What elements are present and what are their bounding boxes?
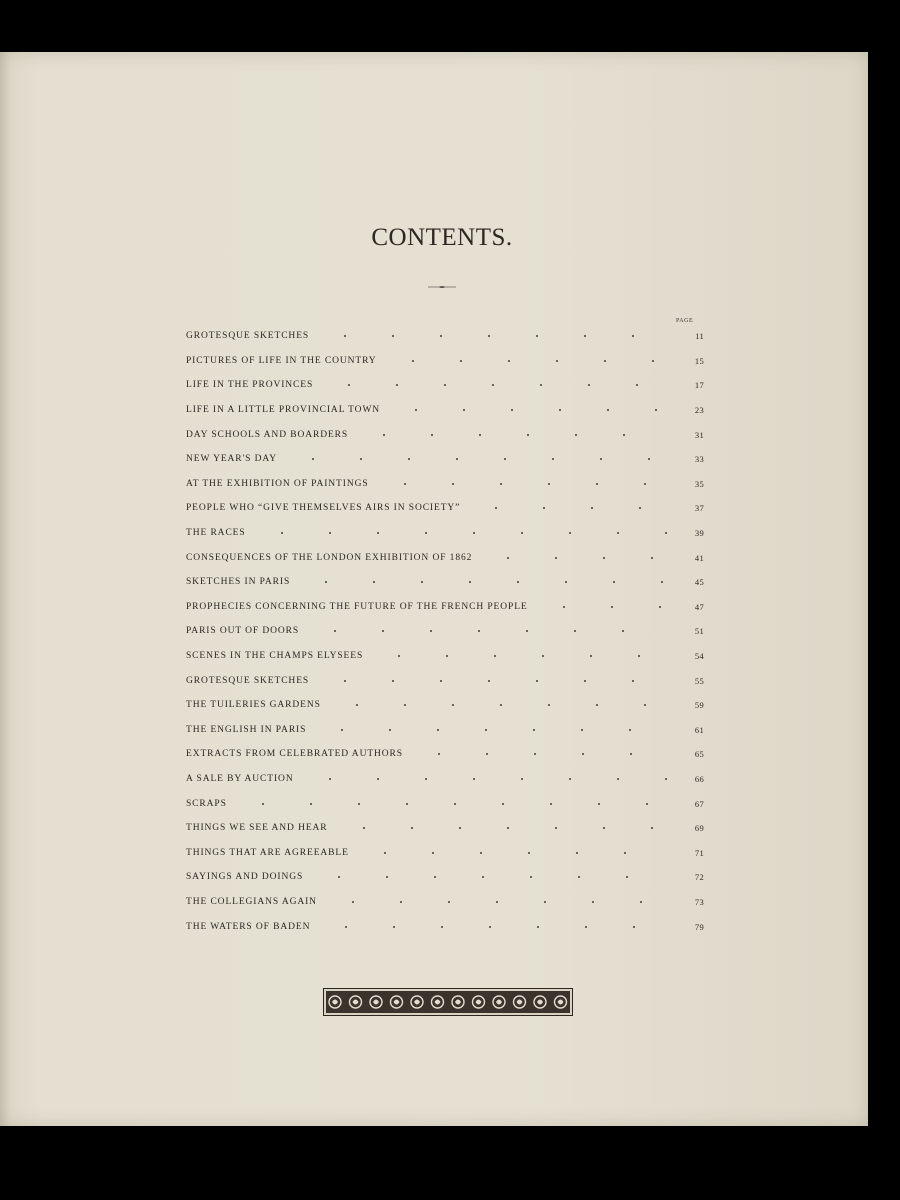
contents-entry xyxy=(186,472,704,497)
contents-entry xyxy=(186,865,704,890)
entry-page-number: 67 xyxy=(694,798,704,809)
entry-page-number: 66 xyxy=(694,773,704,784)
entry-title: THE ENGLISH IN PARIS xyxy=(186,724,307,735)
contents-entry xyxy=(186,373,704,398)
dot-leader xyxy=(381,483,668,485)
dot-leader xyxy=(289,458,668,460)
dot-leader xyxy=(322,926,668,928)
entry-page-number: 65 xyxy=(694,749,704,760)
dot-leader xyxy=(306,778,668,780)
dot-leader xyxy=(375,655,668,657)
contents-entry xyxy=(186,718,704,743)
dot-leader xyxy=(321,335,668,337)
entry-title: A SALE BY AUCTION xyxy=(186,773,294,784)
dot-leader xyxy=(318,729,668,731)
dot-leader xyxy=(392,409,668,411)
entry-title: SCRAPS xyxy=(186,798,227,809)
entry-page-number: 45 xyxy=(694,577,704,588)
entry-title: THE RACES xyxy=(186,528,246,539)
entry-page-number: 79 xyxy=(694,921,704,932)
entry-page-number: 59 xyxy=(694,700,704,711)
contents-entry xyxy=(186,398,704,423)
dot-leader xyxy=(389,360,668,362)
entry-page-number: 61 xyxy=(694,724,704,735)
entry-title: SKETCHES IN PARIS xyxy=(186,577,291,588)
entry-title: PROPHECIES CONCERNING THE FUTURE OF THE FRENCH PEOPLE xyxy=(186,601,528,612)
contents-entry xyxy=(186,447,704,472)
contents-entry xyxy=(186,595,704,620)
contents-entry xyxy=(186,742,704,767)
entry-title: PICTURES OF LIFE IN THE COUNTRY xyxy=(186,355,377,366)
entry-title: THE COLLEGIANS AGAIN xyxy=(186,896,317,907)
entry-title: EXTRACTS FROM CELEBRATED AUTHORS xyxy=(186,749,403,760)
page-title: CONTENTS. xyxy=(371,224,513,251)
dot-leader xyxy=(302,581,668,583)
entry-page-number: 39 xyxy=(694,528,704,539)
contents-entry xyxy=(186,791,704,816)
entry-page-number: 71 xyxy=(694,847,704,858)
contents-entry xyxy=(186,840,704,865)
entry-page-number: 55 xyxy=(694,675,704,686)
entry-title: NEW YEAR'S DAY xyxy=(186,454,278,465)
entry-page-number: 73 xyxy=(694,896,704,907)
contents-entry xyxy=(186,570,704,595)
entry-title: GROTESQUE SKETCHES xyxy=(186,675,310,686)
entry-page-number: 51 xyxy=(694,626,704,637)
dot-leader xyxy=(361,852,668,854)
entry-title: DAY SCHOOLS AND BOARDERS xyxy=(186,429,349,440)
entry-title: SAYINGS AND DOINGS xyxy=(186,872,304,883)
entry-title: PARIS OUT OF DOORS xyxy=(186,626,300,637)
entry-title: PEOPLE WHO “GIVE THEMSELVES AIRS IN SOCIETY” xyxy=(186,503,461,514)
dot-leader xyxy=(311,630,668,632)
contents-entry xyxy=(186,644,704,669)
entry-page-number: 47 xyxy=(694,601,704,612)
entry-page-number: 72 xyxy=(694,872,704,883)
dot-leader xyxy=(329,901,668,903)
dot-leader xyxy=(321,680,668,682)
entry-page-number: 15 xyxy=(694,355,704,366)
entry-title: LIFE IN A LITTLE PROVINCIAL TOWN xyxy=(186,405,381,416)
dot-leader xyxy=(315,876,668,878)
book-page xyxy=(0,52,868,1126)
entry-page-number: 33 xyxy=(694,454,704,465)
contents-entry xyxy=(186,349,704,374)
entry-page-number: 11 xyxy=(695,331,704,342)
entry-page-number: 69 xyxy=(694,823,704,834)
dot-leader xyxy=(472,507,668,509)
contents-entry xyxy=(186,496,704,521)
contents-entry xyxy=(186,422,704,447)
dot-leader xyxy=(239,803,668,805)
entry-page-number: 35 xyxy=(694,478,704,489)
entry-title: SCENES IN THE CHAMPS ELYSEES xyxy=(186,651,364,662)
contents-entry xyxy=(186,324,704,349)
floral-tailpiece-icon xyxy=(323,988,573,1016)
entry-page-number: 54 xyxy=(694,651,704,662)
contents-entry xyxy=(186,619,704,644)
dot-leader xyxy=(258,532,668,534)
page-column-label: PAGE xyxy=(676,318,694,324)
entry-title: THE WATERS OF BADEN xyxy=(186,921,311,932)
entry-page-number: 41 xyxy=(694,552,704,563)
dot-leader xyxy=(484,557,668,559)
dot-leader xyxy=(540,606,668,608)
dot-leader xyxy=(360,434,668,436)
dot-leader xyxy=(333,704,668,706)
contents-entry xyxy=(186,890,704,915)
entry-title: GROTESQUE SKETCHES xyxy=(186,331,310,342)
contents-entry xyxy=(186,767,704,792)
contents-entry xyxy=(186,545,704,570)
entry-title: THINGS THAT ARE AGREEABLE xyxy=(186,847,349,858)
dot-leader xyxy=(325,384,668,386)
dot-leader xyxy=(340,827,668,829)
entry-title: THINGS WE SEE AND HEAR xyxy=(186,823,328,834)
contents-entry xyxy=(186,521,704,546)
contents-entry xyxy=(186,816,704,841)
entry-page-number: 37 xyxy=(694,503,704,514)
dot-leader xyxy=(415,753,668,755)
contents-entry xyxy=(186,693,704,718)
entry-page-number: 31 xyxy=(694,429,704,440)
contents-entry xyxy=(186,668,704,693)
ornament-rule-icon xyxy=(428,286,456,288)
entry-title: AT THE EXHIBITION OF PAINTINGS xyxy=(186,478,369,489)
entry-page-number: 23 xyxy=(694,405,704,416)
entry-page-number: 17 xyxy=(694,380,704,391)
entry-title: CONSEQUENCES OF THE LONDON EXHIBITION OF 1862 xyxy=(186,552,473,563)
entry-title: THE TUILERIES GARDENS xyxy=(186,700,321,711)
entry-title: LIFE IN THE PROVINCES xyxy=(186,380,314,391)
contents-list xyxy=(186,324,704,939)
contents-entry xyxy=(186,914,704,939)
